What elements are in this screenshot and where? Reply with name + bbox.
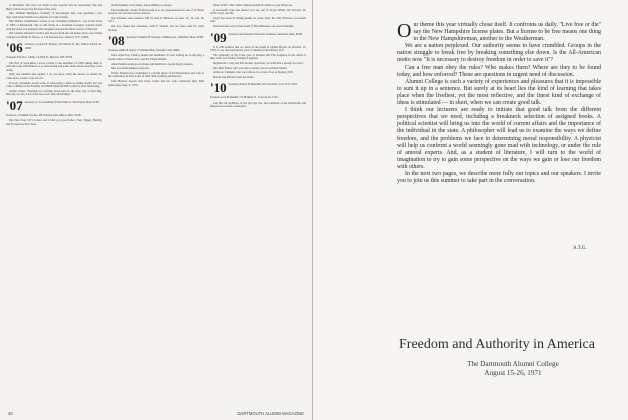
class-secretary: Secretary and Treasurer, Edward K. Robinson, Sandwich, Mass. 02563 xyxy=(228,32,303,36)
essay-paragraph xyxy=(397,22,601,43)
note-paragraph: Walter Furman has contributed a colorful photo of Ed Richardson and wife at the celebration in their home of their 50th wedding anniversary. xyxy=(108,70,204,79)
note-paragraph: Lest the old traditions of the grid get lost, the traditions of the Dartmouth and Rahall was recently celebrated. xyxy=(210,100,306,109)
essay-paragraph: Alumni College is such a variety of experiences and pleasures that it is impossible to sum it up in a sentence. But surely at its heart lies the kind of learning that takes place when the liveliest, yet the most reflective, and the finest kind of exchange of ideas is stimulated — in short, when we can create good talk. xyxy=(397,78,601,107)
column-3 xyxy=(210,4,306,404)
note-paragraph: The first of September I wrote a letter to the members of 1906 asking them to send me some information as to their health and some items about what they were doing. xyxy=(6,60,102,72)
class-notes-columns xyxy=(6,4,306,404)
class-treasurer: Treasurer, Leon B. Randall, 714 Berkeley St., Concord, Pa. 15511 xyxy=(210,96,279,100)
class-secretary: Secretary, Russell H. Meredith, 301 Carson Dr., Troy, N.Y. 12183 xyxy=(228,83,297,87)
class-heading-1910 xyxy=(210,82,306,94)
note-paragraph: It is with sadness that we learn of the death of Ogden Brown on October 15, 1970. It was reported that he went to Steuben in Rochester, N.Y. xyxy=(210,44,306,53)
note-paragraph: Mrs. Bert Fisher who was only recently, was in excellent health. xyxy=(213,65,288,70)
class-year: '08 xyxy=(108,33,125,49)
note-paragraph: Only one member has replied. I do not know what the answer is unless the Class news would cover all of it. xyxy=(6,72,102,80)
class-secretary: Secretary, Frederick H. Worsely, 14 Bishop Ave., Wakefield, Mass. 01880 xyxy=(126,36,204,40)
note-paragraph: A successful class has settled over the rest of Lloyd Willey. On October 30, 1970, Lloyd was 86. xyxy=(210,7,306,16)
subtitle-line: August 15-26, 1971 xyxy=(484,368,542,377)
class-year: '09 xyxy=(210,29,227,45)
left-page-footer xyxy=(8,411,304,416)
class-treasurer: Treasurer, Francis L. Childs, 14 Allen St., Hanover, N.H. 03755 xyxy=(6,56,73,60)
class-year: '06 xyxy=(6,40,23,56)
note-paragraph: Our best friend and classmate, Seth F. Chapin, has not been well for some months. xyxy=(108,23,204,32)
note-paragraph: Harold and Harriet Clark are home. xyxy=(213,74,255,79)
note-paragraph: The sympathy of the Class goes to Russell and Ella Leighton in the death of their older son Stanley Douglas Leighton. xyxy=(210,52,306,61)
note-paragraph: Mrs. Goodwin thanked everyone. xyxy=(111,66,150,71)
drop-cap: O xyxy=(397,20,412,42)
note-paragraph: The New Year 1971 is here and I wish you good folks a Very Happy, Healthy and Prosperous New Year. xyxy=(6,118,102,126)
magazine-name: DARTMOUTH ALUMNI MAGAZINE xyxy=(237,411,304,416)
note-paragraph: Lloyd has been in failing health for some time; his wife Florence, recovered well. xyxy=(210,15,306,24)
note-paragraph: Mrs. Bertha Chamberlin, widow of our classmate William E., was in the Class of 1903 at Dartmouth. She is still living in a beautiful Georgian colonial home with her sister in Lexington. Her daughter married Dr. Herb Cotton of Harvard. xyxy=(6,19,102,31)
note-paragraph: Arthur A. Clement, who was with us two years, lives at Epping, N.H. xyxy=(213,70,294,75)
class-heading-1906 xyxy=(6,42,102,54)
essay-paragraph: Can a free man obey the rules? Who makes them? Where are they to be found today, and how enforced? These are questions in urgent need of discussion. xyxy=(397,64,601,78)
page-number: 40 xyxy=(8,411,13,416)
class-treasurer: Treasurer, Arthur B. Rancy, 17 Marland Pine, Norwalk, Conn. 06840 xyxy=(108,49,180,53)
class-year: '07 xyxy=(6,97,23,113)
note-paragraph: If every classmate would write as interesting a letter as Arthur Keller has, the Class columns in the monthly ALUMNI MAGAZINE would be most interesting. xyxy=(6,80,102,89)
essay-text: ur theme this year virtually chose itself. It confronts us daily. "Live free or die" say the New Hampshire license plates. But a license to be free means one thing to the New Hampshireman, another to the Weatherman. xyxy=(413,22,601,43)
left-page-class-notes xyxy=(0,0,313,420)
class-treasurer: Treasurer, J. Franklin Crocker, 189 Chestnut Lane, Milton, Mass. 02186 xyxy=(6,113,81,117)
note-paragraph: Reginald R. Coley has had another operation; we wish him a speedy recovery. xyxy=(213,60,304,65)
note-paragraph: to Haverhill. The boys are small so the sojourn will be reasonably. She and Betty will be moved by the first of the year. xyxy=(6,4,102,11)
class-heading-1907 xyxy=(6,97,102,113)
note-paragraph: Our informal class reunion will be held in Hanover on June 13, 14, and 16, 1971. xyxy=(108,15,204,24)
class-heading-1908 xyxy=(108,35,204,47)
note-paragraph: Mrs. William Shrimpton, formerly of Skowhegan, Me., was spending a few days with Jessie Walsh was pleasant for both of them. xyxy=(6,11,102,19)
feature-subtitle xyxy=(453,360,573,377)
essay-paragraph: In the next two pages, we describe more fully our topics and our speakers. I invite you to join us this summer to take part in the conversation. xyxy=(397,170,601,185)
note-paragraph: month families everywhere. Keep smiling as always. xyxy=(111,4,173,7)
note-paragraph: Allen Perkins sends good wishes and mentions a recent happy reunion. xyxy=(111,61,194,66)
class-heading-1909 xyxy=(210,29,306,45)
essay-paragraph: We are a nation perplexed. Our authority seems to have crumbled. Groups in the nation struggle to break free by breaking something else down. Is the All-American motto now "It is necessary to destroy freedom in order to save it"? xyxy=(397,43,601,64)
column-1 xyxy=(6,4,102,404)
essay-paragraph: I think our lecturers are ready to initiate that good talk from the different perspectives that we need, including a breakneck selection of assigned books. A political scientist will bring us into the world of current affairs and the importance of the individual in the state. A philosopher will lead us to examine the ways we define freedom, and the problems we face in determining moral responsibility. A physicist will help us confront a world seemingly gone mad with technology, or under the rule of amoral experts. And, as a student of literature, I will turn to the world of imagination to try to gain some perspective on the ways we gain or lose our freedom with others. xyxy=(397,107,601,170)
class-secretary: Secretary, Leonard B. Hodson, 420 Marion St. Rd., Marion Station, Pa. 19066 xyxy=(24,43,102,50)
right-page-feature xyxy=(313,0,628,420)
note-paragraph: The Dartmouth varsity football team is to be congratulated for one of its finest seasons: ten victories and no defeats. xyxy=(108,7,204,16)
feature-title: Freedom and Authority in America xyxy=(399,337,595,352)
author-initials: A.T.G. xyxy=(573,246,587,251)
class-secretary: Secretary, G. W. Greenbrier, 8 West Main St., West Upton, Mass. 01587 xyxy=(24,100,100,104)
column-2 xyxy=(108,4,204,404)
intro-essay xyxy=(397,22,601,185)
note-paragraph: Mass. 01907. This winter address should be added to your Directory. xyxy=(213,4,293,7)
note-paragraph: Once again Pop Chesley makes the headlines. So this writing he is enjoying a fourth cruise to Puerto Rico and the Virgin Islands. xyxy=(108,53,204,61)
note-paragraph: Our Chester Mooney's widow has moved from the old home and is now living with her son Philip B. Moore, at 119 Roberts Ave., Denver, N.Y. 12054. xyxy=(6,31,102,39)
note-paragraph: John Hobson reports that Chris Curtis and his wife celebrated their 60th anniversary Sept. 6, 1970. xyxy=(108,78,204,87)
subtitle-line: The Dartmouth Alumni College xyxy=(467,360,559,368)
note-paragraph: Arthur writes: "Nothing too exciting down here in the little city of Red Bay. One day we saw a lot of the best crab, tuna and shrimp." xyxy=(6,88,102,97)
note-paragraph: One had brief word of the death of Bert Kilkenny, our class President. xyxy=(213,23,294,28)
class-year: '10 xyxy=(210,80,227,96)
